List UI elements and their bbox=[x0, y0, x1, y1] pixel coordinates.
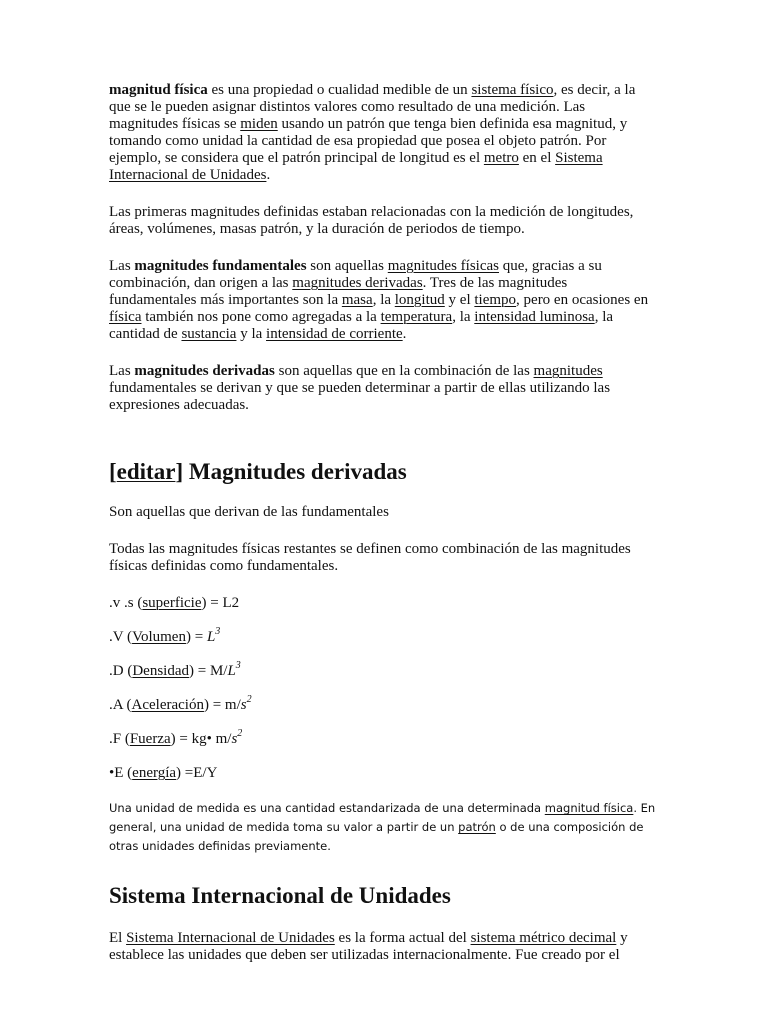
link-fuerza[interactable]: Fuerza bbox=[129, 731, 171, 747]
link-miden[interactable]: miden bbox=[240, 116, 278, 132]
link-densidad[interactable]: Densidad bbox=[132, 663, 189, 679]
link-volumen[interactable]: Volumen bbox=[132, 629, 186, 645]
link-aceleracion[interactable]: Aceleración bbox=[131, 697, 204, 713]
formula-exponent: 3 bbox=[235, 660, 241, 671]
intro-paragraph-fundamentales: Las magnitudes fundamentales son aquellas magnitudes físicas que, gracias a su combinación, dan origen a las magnitudes derivadas. Tres de las magnitudes fundamentales más importantes son la masa, la longitud y el tiempo, pero en ocasiones en física también nos pone como agregadas a la temperatura, la intensidad luminosa, la cantidad de sustancia y la intensidad de corriente. bbox=[109, 258, 649, 342]
formula-exponent: 3 bbox=[215, 626, 221, 637]
link-intensidad-luminosa[interactable]: intensidad luminosa bbox=[474, 309, 595, 325]
formula-variable: s bbox=[231, 731, 238, 747]
formula-exponent: 2 bbox=[237, 728, 243, 739]
link-longitud[interactable]: longitud bbox=[394, 292, 445, 308]
formula-variable: L bbox=[206, 629, 216, 645]
formula-item: .A (Aceleración) = $m/s^2$ bbox=[109, 694, 252, 713]
link-magnitudes-fisicas[interactable]: magnitudes físicas bbox=[387, 258, 499, 274]
intro-paragraph-definition: magnitud física es una propiedad o cualidad medible de un sistema físico, es decir, a la que se le pueden asignar distintos valores como resultado de una medición. Las magnitudes físicas se miden usando un patrón que tenga bien definida esa magnitud, y tomando como unidad la cantidad de esa propiedad que posea el objeto patrón. Por ejemplo, se considera que el patrón principal de longitud es el metro en el Sistema Internacional de Unidades. bbox=[109, 82, 636, 183]
link-patron[interactable]: patrón bbox=[458, 820, 496, 834]
intro-paragraph-derivadas: Las magnitudes derivadas son aquellas que en la combinación de las magnitudes fundamentales se derivan y que se pueden determinar a partir de ellas utilizando las expresiones adecuadas. bbox=[109, 363, 611, 413]
heading-sistema-internacional: Sistema Internacional de Unidades bbox=[109, 883, 451, 908]
link-energia[interactable]: energía bbox=[132, 765, 177, 781]
link-sistema-internacional[interactable]: Sistema Internacional de Unidades bbox=[109, 150, 603, 183]
link-sustancia[interactable]: sustancia bbox=[181, 326, 237, 342]
link-fisica[interactable]: física bbox=[109, 309, 142, 325]
link-sistema-fisico[interactable]: sistema físico bbox=[471, 82, 554, 98]
formula-item: .V (Volumen) = $L^3$ bbox=[109, 626, 221, 645]
heading-title: Magnitudes derivadas bbox=[188, 459, 407, 484]
link-intensidad-de-corriente[interactable]: intensidad de corriente bbox=[266, 326, 403, 342]
formula-variable: L bbox=[227, 663, 236, 679]
link-sistema-metrico-decimal[interactable]: sistema métrico decimal bbox=[470, 930, 617, 946]
link-temperatura[interactable]: temperatura bbox=[380, 309, 453, 325]
formula-exponent: 2 bbox=[246, 694, 252, 705]
link-magnitudes[interactable]: magnitudes bbox=[533, 363, 603, 379]
formula-list bbox=[109, 595, 657, 782]
formula-item: •E (energía) =E/Y bbox=[109, 765, 218, 781]
term-magnitudes-derivadas: magnitudes derivadas bbox=[134, 363, 275, 379]
formula-variable: s bbox=[240, 697, 247, 713]
term-magnitudes-fundamentales: magnitudes fundamentales bbox=[134, 258, 307, 274]
term-magnitud-fisica: magnitud física bbox=[109, 82, 208, 98]
edit-section-link[interactable]: editar bbox=[116, 459, 176, 484]
link-metro[interactable]: metro bbox=[483, 150, 519, 166]
link-magnitud-fisica[interactable]: magnitud física bbox=[544, 801, 634, 815]
unit-of-measure-paragraph: Una unidad de medida es una cantidad estandarizada de una determinada magnitud física. En general, una unidad de medida toma su valor a partir de un patrón o de una composición de otras unidades definidas previamente. bbox=[109, 801, 656, 853]
si-paragraph: El Sistema Internacional de Unidades es la forma actual del sistema métrico decimal y establece las unidades que deben ser utilizadas internacionalmente. Fue creado por el bbox=[109, 930, 628, 963]
derived-definition-paragraph: Todas las magnitudes físicas restantes se definen como combinación de las magnitudes físicas definidas como fundamentales. bbox=[109, 541, 631, 574]
formula-item: .D (Densidad) = $M/L^3$ bbox=[109, 660, 241, 679]
link-sistema-internacional-de-unidades[interactable]: Sistema Internacional de Unidades bbox=[126, 930, 335, 946]
link-masa[interactable]: masa bbox=[341, 292, 373, 308]
heading-magnitudes-derivadas: [editar] Magnitudes derivadas bbox=[109, 459, 407, 484]
intro-paragraph-first-magnitudes: Las primeras magnitudes definidas estaban relacionadas con la medición de longitudes, áreas, volúmenes, masas patrón, y la duración de periodos de tiempo. bbox=[109, 204, 634, 237]
document-body bbox=[109, 82, 657, 964]
link-tiempo[interactable]: tiempo bbox=[474, 292, 517, 308]
formula-item: .F (Fuerza) = kg• $m/s^2$ bbox=[109, 728, 243, 747]
link-superficie[interactable]: superficie bbox=[142, 595, 202, 611]
link-magnitudes-derivadas[interactable]: magnitudes derivadas bbox=[292, 275, 423, 291]
formula-item: .v .s (superficie) = L2 bbox=[109, 595, 240, 611]
derived-intro-sentence: Son aquellas que derivan de las fundamentales bbox=[109, 504, 389, 520]
